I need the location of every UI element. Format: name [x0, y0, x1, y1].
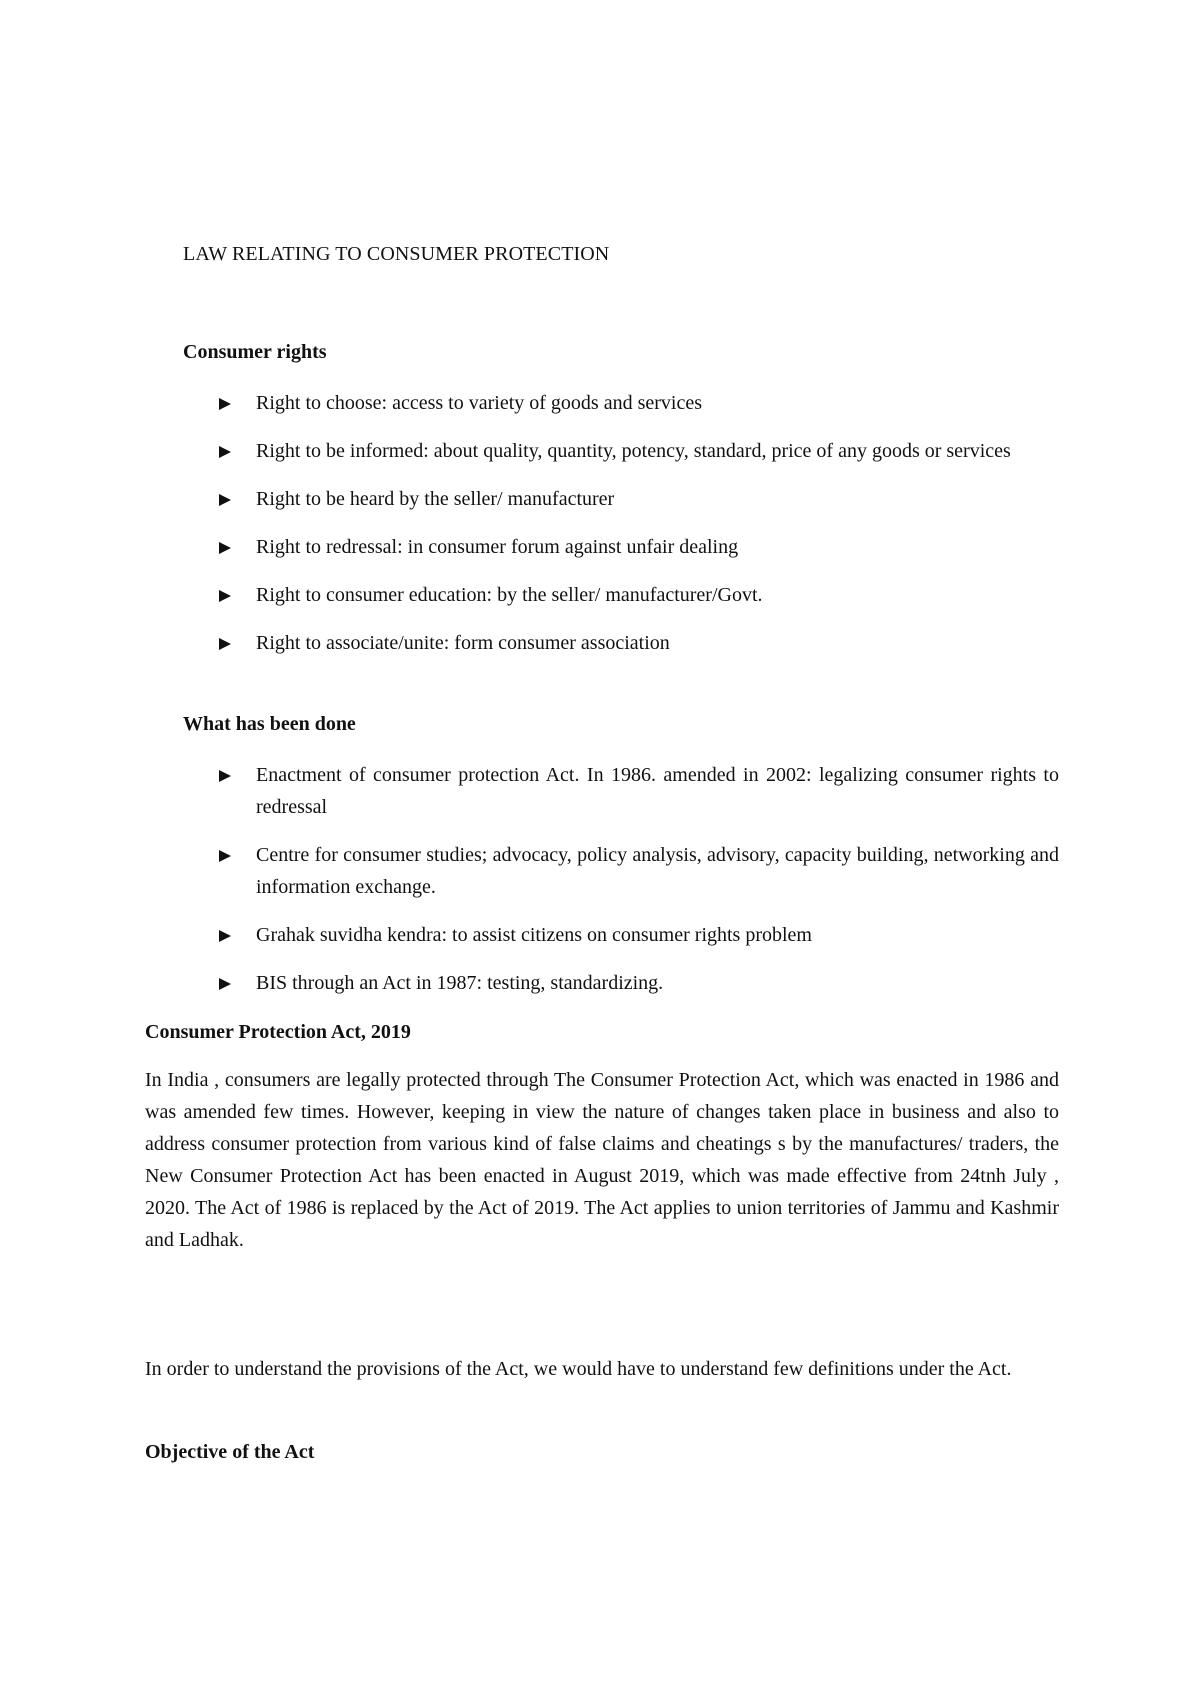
list-item: Right to choose: access to variety of goods and services: [219, 387, 1059, 419]
triangle-bullet-icon: [219, 930, 231, 942]
list-item: Grahak suvidha kendra: to assist citizens on consumer rights problem: [219, 919, 1059, 951]
list-item: Centre for consumer studies; advocacy, policy analysis, advisory, capacity building, networking and information exchange.: [219, 839, 1059, 903]
what-done-heading: What has been done: [183, 713, 356, 735]
triangle-bullet-icon: [219, 494, 231, 506]
triangle-bullet-icon: [219, 978, 231, 990]
cpa-2019-paragraph-1: In India , consumers are legally protected through The Consumer Protection Act, which was enacted in 1986 and was amended few times. However, keeping in view the nature of changes taken place in business and also to address consumer protection from various kind of false claims and cheatings s by the manufactures/ traders, the New Consumer Protection Act has been enacted in August 2019, which was made effective from 24tnh July , 2020. The Act of 1986 is replaced by the Act of 2019. The Act applies to union territories of Jammu and Kashmir and Ladhak.: [145, 1069, 1059, 1251]
triangle-bullet-icon: [219, 638, 231, 650]
list-item: Right to consumer education: by the seller/ manufacturer/Govt.: [219, 579, 1059, 611]
list-item: Enactment of consumer protection Act. In 1986. amended in 2002: legalizing consumer rights to redressal: [219, 759, 1059, 823]
list-item: Right to redressal: in consumer forum against unfair dealing: [219, 531, 1059, 563]
list-item: Right to associate/unite: form consumer association: [219, 627, 1059, 659]
triangle-bullet-icon: [219, 770, 231, 782]
list-item: Right to be informed: about quality, quantity, potency, standard, price of any goods or services: [219, 435, 1059, 467]
cpa-2019-heading: Consumer Protection Act, 2019: [145, 1021, 411, 1043]
objective-heading: Objective of the Act: [145, 1441, 315, 1463]
consumer-rights-list: [219, 387, 1059, 675]
triangle-bullet-icon: [219, 850, 231, 862]
cpa-2019-paragraph-2: In order to understand the provisions of the Act, we would have to understand few definitions under the Act.: [145, 1358, 1012, 1380]
triangle-bullet-icon: [219, 446, 231, 458]
consumer-rights-heading: Consumer rights: [183, 341, 327, 363]
what-done-list: [219, 759, 1059, 1015]
document-title: LAW RELATING TO CONSUMER PROTECTION: [183, 243, 610, 265]
list-item: Right to be heard by the seller/ manufacturer: [219, 483, 1059, 515]
triangle-bullet-icon: [219, 590, 231, 602]
triangle-bullet-icon: [219, 542, 231, 554]
triangle-bullet-icon: [219, 398, 231, 410]
list-item: BIS through an Act in 1987: testing, standardizing.: [219, 967, 1059, 999]
